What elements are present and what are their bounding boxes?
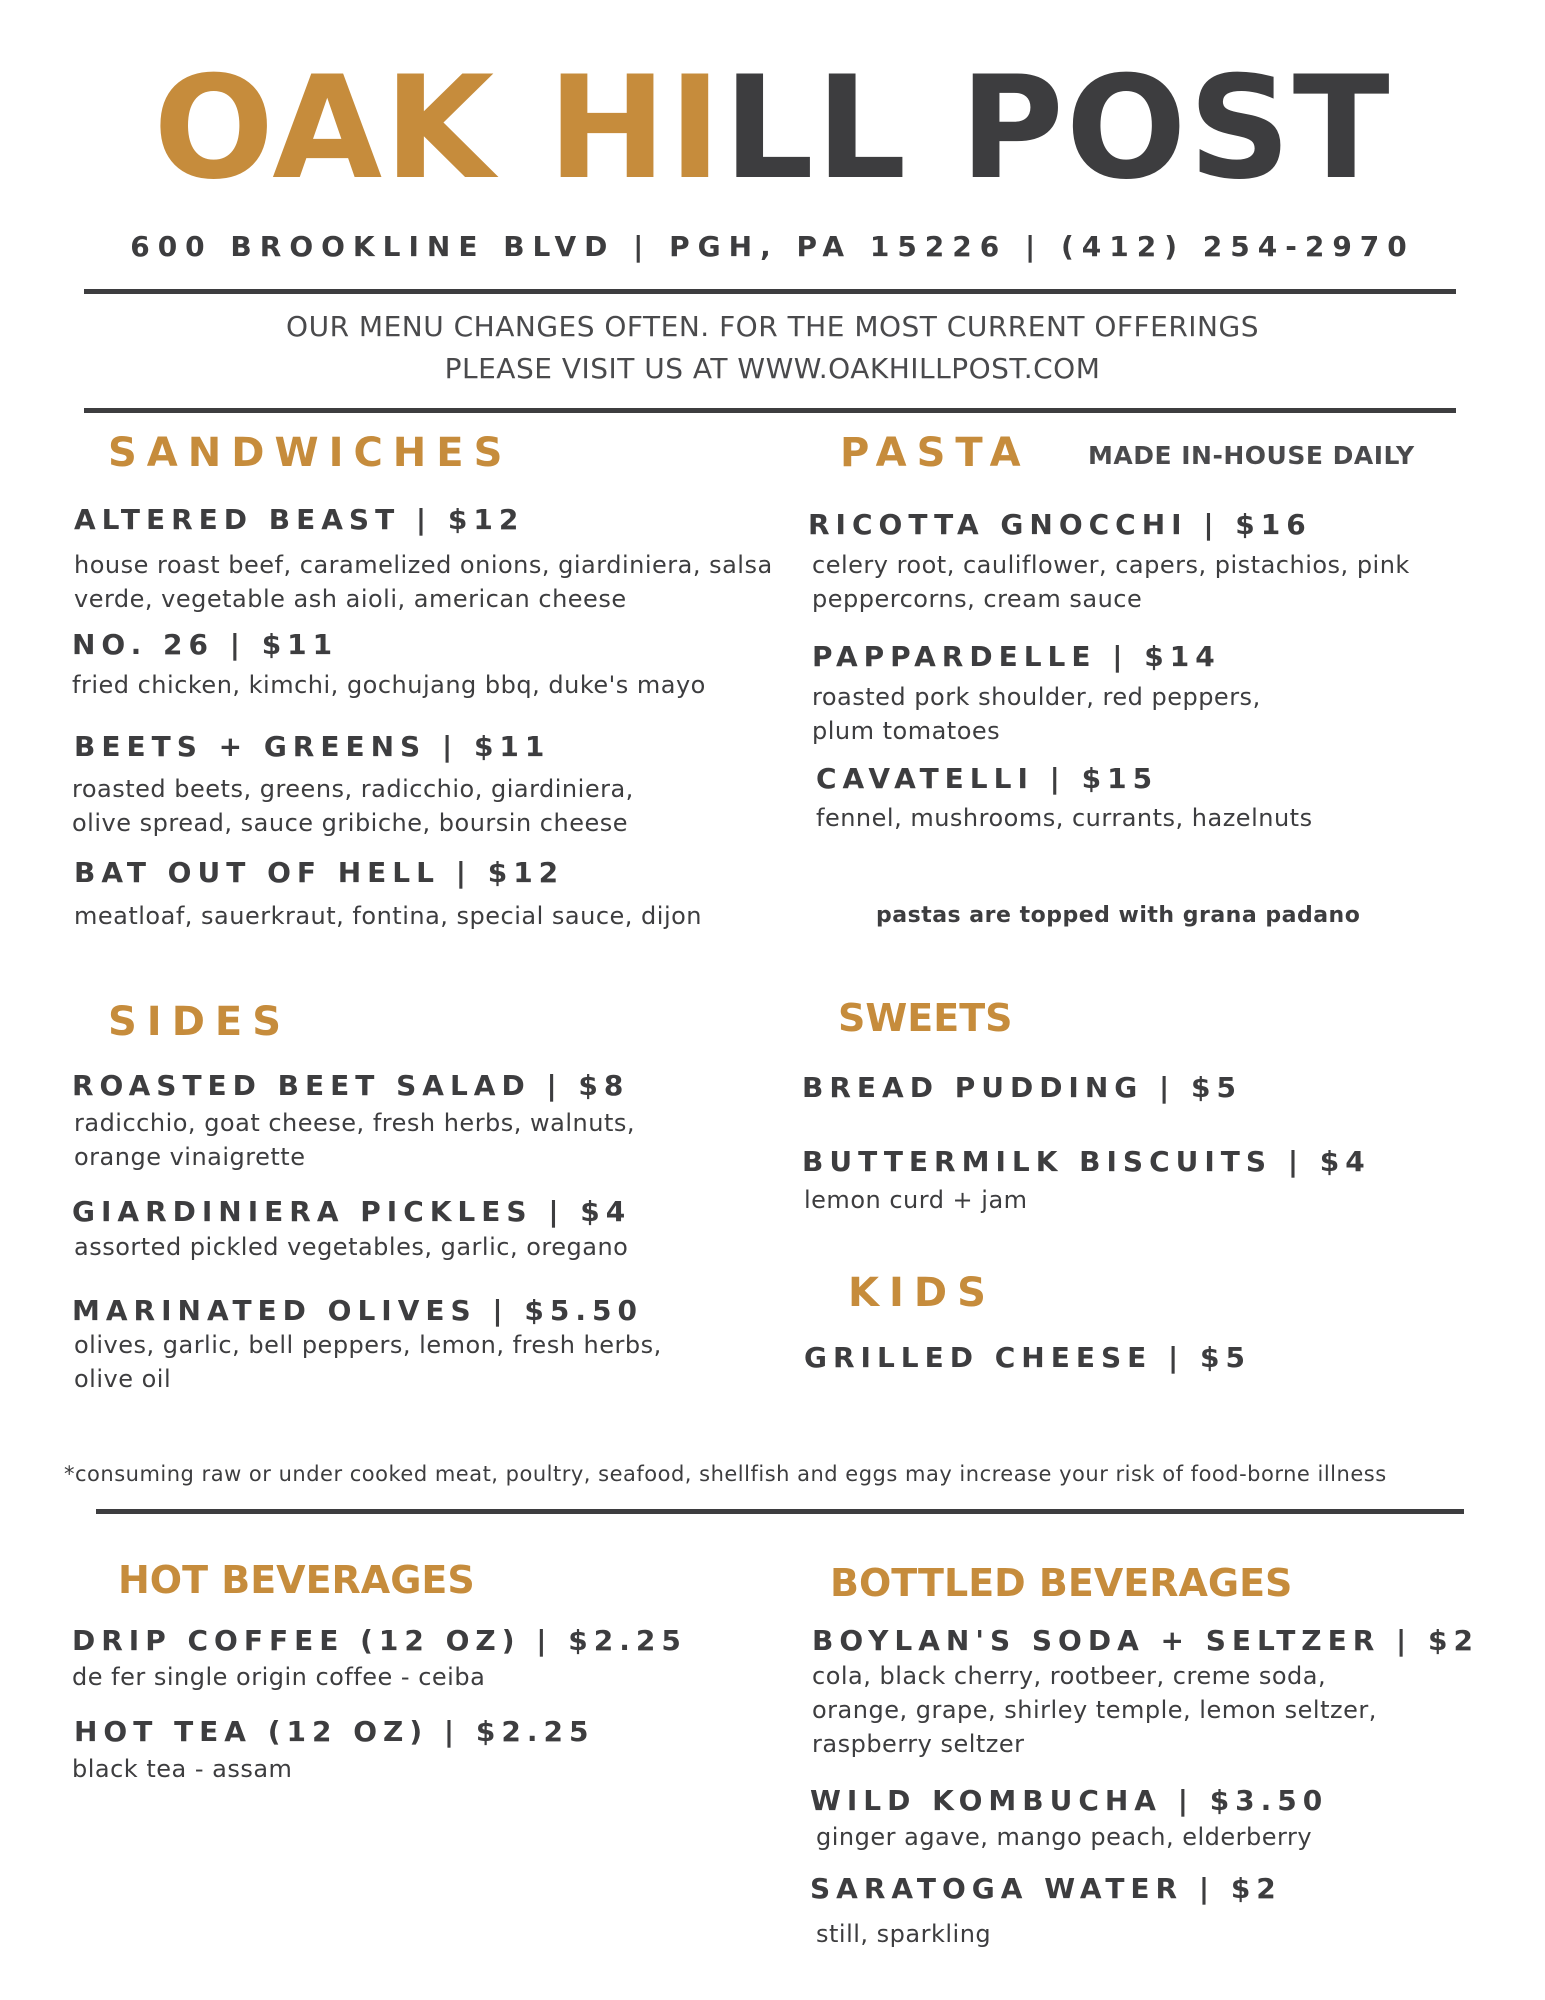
menu-item-desc: still, sparkling bbox=[816, 1920, 992, 1948]
restaurant-logo bbox=[0, 46, 1545, 211]
pasta-note: MADE IN-HOUSE DAILY bbox=[1088, 441, 1415, 470]
menu-item-name: BREAD PUDDING | $5 bbox=[802, 1071, 1242, 1104]
menu-item-desc: roasted pork shoulder, red peppers, plum tomatoes bbox=[812, 683, 1261, 745]
menu-item-name: GRILLED CHEESE | $5 bbox=[804, 1341, 1251, 1374]
menu-item-desc: radicchio, goat cheese, fresh herbs, walnuts, orange vinaigrette bbox=[74, 1109, 636, 1171]
menu-item-desc: cola, black cherry, rootbeer, creme soda, orange, grape, shirley temple, lemon seltzer, raspberry seltzer bbox=[812, 1662, 1377, 1758]
menu-item-desc: house roast beef, caramelized onions, giardiniera, salsa verde, vegetable ash aioli, american cheese bbox=[74, 551, 773, 613]
logo-part-hi: HI bbox=[547, 46, 724, 211]
menu-item-name: PAPPARDELLE | $14 bbox=[812, 640, 1221, 673]
menu-item-name: BEETS + GREENS | $11 bbox=[74, 730, 551, 763]
menu-item-desc: lemon curd + jam bbox=[804, 1186, 1028, 1214]
divider-under-notice bbox=[84, 408, 1456, 413]
menu-item-name: HOT TEA (12 OZ) | $2.25 bbox=[74, 1715, 595, 1748]
section-title-pasta: PASTA bbox=[840, 430, 1031, 476]
food-safety-disclaimer: *consuming raw or under cooked meat, poultry, seafood, shellfish and eggs may increase your risk of food-borne illness bbox=[64, 1462, 1387, 1486]
menu-item-desc: assorted pickled vegetables, garlic, oregano bbox=[74, 1233, 629, 1261]
menu-item-desc: ginger agave, mango peach, elderberry bbox=[816, 1823, 1313, 1851]
menu-item-desc: celery root, cauliflower, capers, pistachios, pink peppercorns, cream sauce bbox=[812, 551, 1410, 613]
menu-item-name: CAVATELLI | $15 bbox=[816, 762, 1159, 795]
menu-notice bbox=[0, 306, 1545, 390]
menu-item-name: ROASTED BEET SALAD | $8 bbox=[72, 1069, 630, 1102]
restaurant-address: 600 BROOKLINE BLVD | PGH, PA 15226 | (412) 254-2970 bbox=[130, 230, 1415, 263]
section-title-hot-beverages: HOT BEVERAGES bbox=[118, 1558, 475, 1602]
menu-item-desc: roasted beets, greens, radicchio, giardiniera, olive spread, sauce gribiche, boursin cheese bbox=[72, 775, 634, 837]
logo-part-oak: OAK bbox=[153, 46, 548, 211]
pasta-footnote: pastas are topped with grana padano bbox=[876, 903, 1361, 928]
menu-item-name: NO. 26 | $11 bbox=[72, 628, 339, 661]
menu-item-name: BUTTERMILK BISCUITS | $4 bbox=[802, 1145, 1371, 1178]
section-title-sandwiches: SANDWICHES bbox=[108, 430, 513, 476]
menu-item-desc: de fer single origin coffee - ceiba bbox=[72, 1663, 486, 1691]
menu-item-name: ALTERED BEAST | $12 bbox=[74, 503, 525, 536]
menu-item-desc: fennel, mushrooms, currants, hazelnuts bbox=[816, 804, 1313, 832]
menu-item-name: GIARDINIERA PICKLES | $4 bbox=[72, 1195, 632, 1228]
menu-item-name: WILD KOMBUCHA | $3.50 bbox=[810, 1784, 1329, 1817]
menu-item-desc: fried chicken, kimchi, gochujang bbq, duke's mayo bbox=[72, 671, 706, 699]
menu-item-desc: olives, garlic, bell peppers, lemon, fresh herbs, olive oil bbox=[74, 1331, 662, 1393]
section-title-kids: KIDS bbox=[848, 1270, 996, 1316]
section-title-sweets: SWEETS bbox=[838, 996, 1013, 1040]
menu-notice-line2: PLEASE VISIT US AT WWW.OAKHILLPOST.COM bbox=[444, 352, 1101, 385]
logo-part-ll-post: LL POST bbox=[723, 46, 1392, 211]
menu-item-name: MARINATED OLIVES | $5.50 bbox=[72, 1294, 643, 1327]
menu-item-name: DRIP COFFEE (12 OZ) | $2.25 bbox=[72, 1624, 687, 1657]
section-title-bottled-beverages: BOTTLED BEVERAGES bbox=[830, 1561, 1293, 1605]
divider-top bbox=[84, 289, 1456, 294]
menu-item-desc: black tea - assam bbox=[72, 1755, 293, 1783]
menu-item-name: BOYLAN'S SODA + SELTZER | $2 bbox=[812, 1624, 1479, 1657]
menu-item-name: BAT OUT OF HELL | $12 bbox=[74, 856, 565, 889]
menu-notice-line1: OUR MENU CHANGES OFTEN. FOR THE MOST CURRENT OFFERINGS bbox=[286, 310, 1259, 343]
menu-item-name: SARATOGA WATER | $2 bbox=[810, 1872, 1282, 1905]
divider-beverages bbox=[96, 1509, 1464, 1514]
menu-item-name: RICOTTA GNOCCHI | $16 bbox=[808, 508, 1312, 541]
section-title-sides: SIDES bbox=[108, 999, 292, 1045]
menu-item-desc: meatloaf, sauerkraut, fontina, special sauce, dijon bbox=[74, 902, 703, 930]
